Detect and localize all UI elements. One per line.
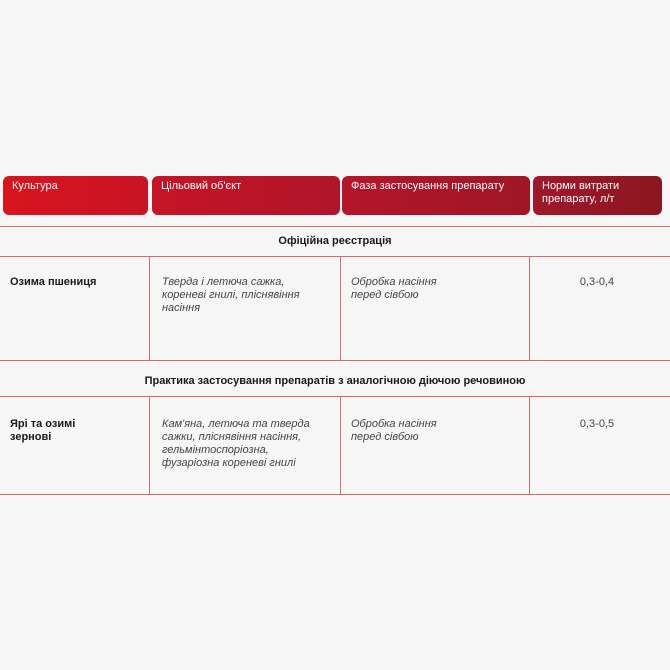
crop-cell: Озима пшениця (10, 276, 97, 288)
divider (0, 494, 670, 495)
phase-cell: Обробка насіння перед сівбою (351, 418, 437, 443)
column-divider (529, 397, 530, 494)
target-cell: Тверда і летюча сажка, кореневі гнилі, пліснявіння насіння (162, 276, 300, 314)
column-divider (529, 257, 530, 360)
header-crop: Культура (3, 176, 148, 215)
rate-cell: 0,3-0,5 (579, 418, 615, 430)
section-title-official: Офіційна реєстрація (278, 235, 392, 247)
header-phase: Фаза застосування препарату (342, 176, 530, 215)
header-rate: Норми витрати препарату, л/т (533, 176, 662, 215)
header-target: Цільовий об'єкт (152, 176, 340, 215)
divider (0, 256, 670, 257)
column-divider (340, 257, 341, 360)
phase-cell: Обробка насіння перед сівбою (351, 276, 437, 301)
rate-cell: 0,3-0,4 (579, 276, 615, 288)
column-divider (340, 397, 341, 494)
divider (0, 396, 670, 397)
crop-cell: Ярі та озимі зернові (10, 418, 76, 443)
column-divider (149, 397, 150, 494)
column-divider (149, 257, 150, 360)
divider (0, 226, 670, 227)
target-cell: Кам'яна, летюча та тверда сажки, пліснявіння насіння, гельмінтоспоріозна, фузаріозна кореневі гнилі (162, 418, 310, 469)
section-title-practice: Практика застосування препаратів з аналогічною діючою речовиною (144, 375, 526, 387)
divider (0, 360, 670, 361)
